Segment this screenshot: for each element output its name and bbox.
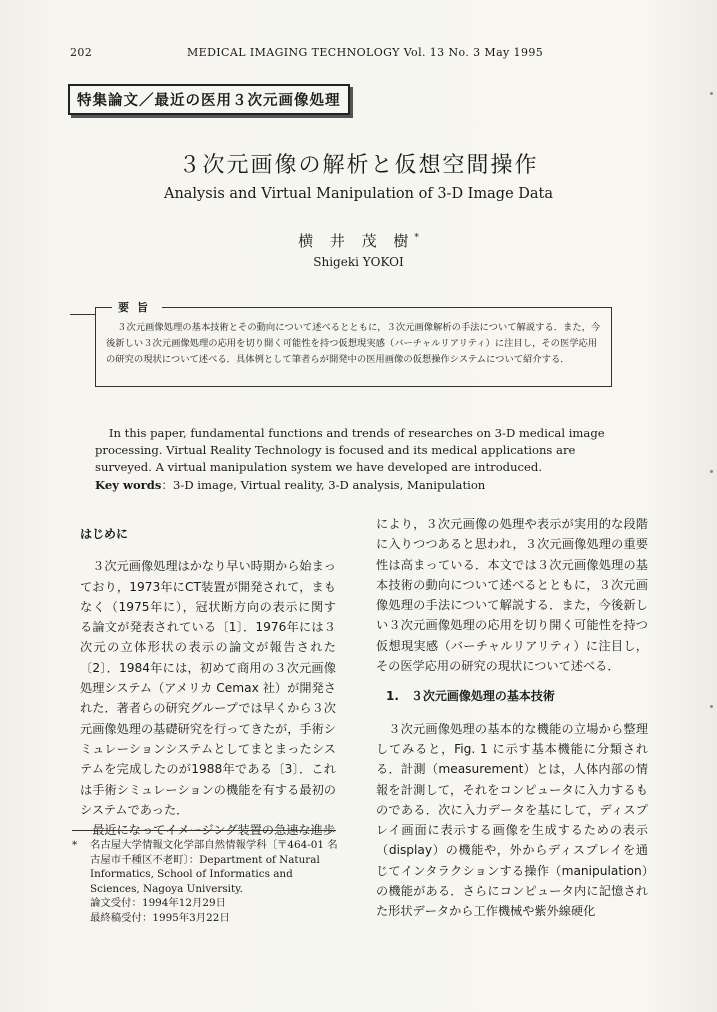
section-tag: 特集論文／最近の医用３次元画像処理 [68,84,350,115]
footnote-rule [72,830,336,831]
footnote-marker: * [72,839,78,851]
keywords-text: ：3-D image, Virtual reality, 3-D analysis, Manipulation [161,478,486,492]
left-column [80,524,336,840]
author-name-japanese [0,230,717,251]
abstract-label: 要旨 [112,299,162,315]
footnote-final-date: 最終稿受付：1995年3月22日 [90,911,230,924]
author-footnote-marker: * [414,233,419,243]
english-abstract: In this paper, fundamental functions and trends of researches on 3-D medical image processing. Virtual Reality Technology is focused and its medical applications are surveyed. A virtual manipulation system we have developed are introduced. [95,426,605,474]
section-1-paragraph: ３次元画像処理の基本的な機能の立場から整理してみると，Fig. 1 に示す基本機能に分類される．計測（measurement）とは，人体内部の情報を計測して，それをコンピュータに入力するものである．次に入力データを基にして，ディスプレイ画面に表示する画像を生成するための表示（display）の機能や，外からディスプレイを通じてインタラクションする操作（manipulation）の機能がある．さらにコンピュータ内に記憶された形状データから工作機械や紫外線硬化 [376,721,648,919]
margin-mark [710,705,713,708]
keywords [95,477,623,493]
abstract-box [95,301,612,387]
footnote-received-date: 論文受付：1994年12月29日 [90,897,227,909]
intro-continued-paragraph: により，３次元画像の処理や表示が実用的な段階に入りつつあると思われ，３次元画像処理の重要性は高まっている．本文では３次元画像処理の基本技術の動向について述べるとともに，３次元画像処理の手法について解説する．また，今後新しい３次元画像処理の応用を切り開く可能性を持つ仮想現実感（バーチャルリアリティ）に注目し，その医学応用の研究の現状について述べる． [376,517,648,674]
paper-title-japanese: ３次元画像の解析と仮想空間操作 [178,153,539,178]
author-name: 横 井 茂 樹 [298,232,415,250]
keywords-label: Key words [95,478,162,492]
footnote-affiliation: 名古屋大学情報文化学部自然情報学科〔〒464-01 名古屋市千種区不老町〕：Department of Natural Informatics, School of Informatics and Sciences, Nagoya University. [90,839,338,895]
footnote [72,838,340,925]
intro-paragraph-1: ３次元画像処理はかなり早い時期から始まっており，1973年にCT装置が開発されて，まもなく（1975年に），冠状断方向の表示に関する論文が発表されている〔1〕．1976年には３次元の立体形状の表示の論文が報告された〔2〕．1984年には，初めて商用の３次元画像処理システム（アメリカ Cemax 社）が開発された．著者らの研究グループでは早くから３次元画像処理の基礎研究を行ってきたが，手術シミュレーションシステムとしてまとまったシステムを完成したのが1988年である〔3〕．これは手術シミュレーションの機能を有する最初のシステムであった． [80,559,336,817]
abstract-text: ３次元画像処理の基本技術とその動向について述べるとともに，３次元画像解析の手法について解説する．また，今後新しい３次元画像処理の応用を切り開く可能性を持つ仮想現実感（バーチャルリアリティ）に注目し，その医学応用の研究の現状について述べる．具体例として筆者らが開発中の医用画像の仮想操作システムについて紹介する． [106,322,601,365]
margin-mark [710,470,713,473]
abstract-rule [70,314,95,315]
journal-title: MEDICAL IMAGING TECHNOLOGY Vol. 13 No. 3 May 1995 [187,46,544,59]
margin-mark [710,92,713,95]
section-1-heading: 1. ３次元画像処理の基本技術 [386,689,555,704]
paper-title-english: Analysis and Virtual Manipulation of 3-D Image Data [163,186,554,202]
page-number: 202 [70,46,93,59]
author-name-english: Shigeki YOKOI [313,255,404,269]
intro-paragraph-2: 最近になってイメージング装置の急速な進歩 [92,823,336,838]
intro-heading: はじめに [80,527,129,541]
right-column [376,514,648,922]
